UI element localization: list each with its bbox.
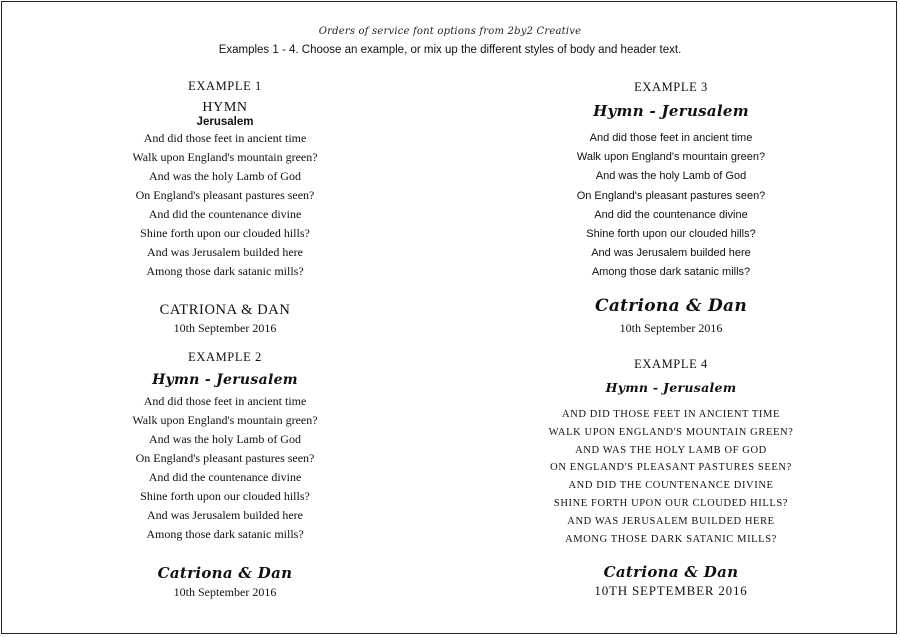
verse-line: AND WAS THE HOLY LAMB OF GOD [575, 444, 767, 456]
verse-line: On England's pleasant pastures seen? [135, 188, 315, 202]
example-3-couple: Catriona & Dan [594, 296, 748, 316]
verse-line: Shine forth upon our clouded hills? [140, 489, 310, 503]
example-1-couple: CATRIONA & DAN [159, 302, 291, 318]
verse-line: Shine forth upon our clouded hills? [586, 228, 756, 241]
verse-line: And did those feet in ancient time [589, 132, 753, 144]
verse-line: And was the holy Lamb of God [595, 170, 747, 183]
verse-line: And did the countenance divine [148, 470, 302, 484]
verse-line: Walk upon England's mountain green? [132, 150, 318, 164]
verse-line: Shine forth upon our clouded hills? [140, 226, 310, 240]
verse-line: And did the countenance divine [148, 207, 302, 221]
verse-line: And did those feet in ancient time [143, 394, 307, 408]
verse-line: ON ENGLAND'S PLEASANT PASTURES SEEN? [550, 462, 792, 474]
example-2-heading: Hymn - Jerusalem [152, 372, 298, 388]
verse-line: Walk upon England's mountain green? [132, 413, 318, 427]
example-1-verse [60, 129, 390, 281]
example-3-label: EXAMPLE 3 [634, 80, 708, 94]
verse-line: On England's pleasant pastures seen? [135, 451, 315, 465]
example-1-date: 10th September 2016 [173, 321, 277, 335]
verse-line: And was the holy Lamb of God [149, 432, 301, 446]
document-intro: Examples 1 - 4. Choose an example, or mix up the different styles of body and header text. [218, 44, 682, 56]
example-1-label: EXAMPLE 1 [188, 79, 262, 93]
left-column [60, 0, 390, 637]
example-4-couple: Catriona & Dan [603, 563, 739, 581]
verse-line: Among those dark satanic mills? [591, 266, 751, 279]
verse-line: AMONG THOSE DARK SATANIC MILLS? [565, 533, 777, 545]
verse-line: Walk upon England's mountain green? [576, 151, 766, 164]
verse-line: SHINE FORTH UPON OUR CLOUDED HILLS? [553, 497, 789, 509]
verse-line: And was Jerusalem builded here [591, 247, 751, 260]
example-1-heading: HYMN [202, 100, 248, 115]
verse-line: On England's pleasant pastures seen? [576, 189, 766, 202]
verse-line: And was the holy Lamb of God [149, 169, 301, 183]
example-1-hymn-title: Jerusalem [196, 116, 254, 128]
example-2-couple: Catriona & Dan [157, 564, 293, 582]
example-4-verse [506, 406, 836, 548]
right-column [506, 0, 836, 637]
example-3-date: 10th September 2016 [619, 321, 723, 335]
verse-line: AND WAS JERUSALEM BUILDED HERE [567, 515, 775, 527]
example-4-heading: Hymn - Jerusalem [605, 380, 737, 395]
verse-line: WALK UPON ENGLAND'S MOUNTAIN GREEN? [548, 426, 794, 438]
example-2-verse [60, 392, 390, 544]
verse-line: And was Jerusalem builded here [147, 245, 303, 259]
document-subtitle: Orders of service font options from 2by2 Creative [318, 26, 582, 37]
verse-line: And did the countenance divine [594, 208, 748, 221]
verse-line: AND DID THOSE FEET IN ANCIENT TIME [562, 409, 780, 420]
verse-line: Among those dark satanic mills? [146, 264, 304, 278]
verse-line: AND DID THE COUNTENANCE DIVINE [568, 480, 774, 492]
verse-line: And did those feet in ancient time [143, 131, 307, 145]
example-1 [60, 79, 390, 281]
example-2-label: EXAMPLE 2 [188, 350, 262, 364]
example-2-date: 10th September 2016 [173, 585, 277, 599]
example-3-verse [506, 129, 836, 283]
example-3-heading: Hymn - Jerusalem [593, 102, 749, 120]
example-4-date: 10TH SEPTEMBER 2016 [594, 583, 748, 598]
verse-line: And was Jerusalem builded here [147, 508, 303, 522]
example-4-label: EXAMPLE 4 [634, 357, 708, 371]
verse-line: Among those dark satanic mills? [146, 527, 304, 541]
